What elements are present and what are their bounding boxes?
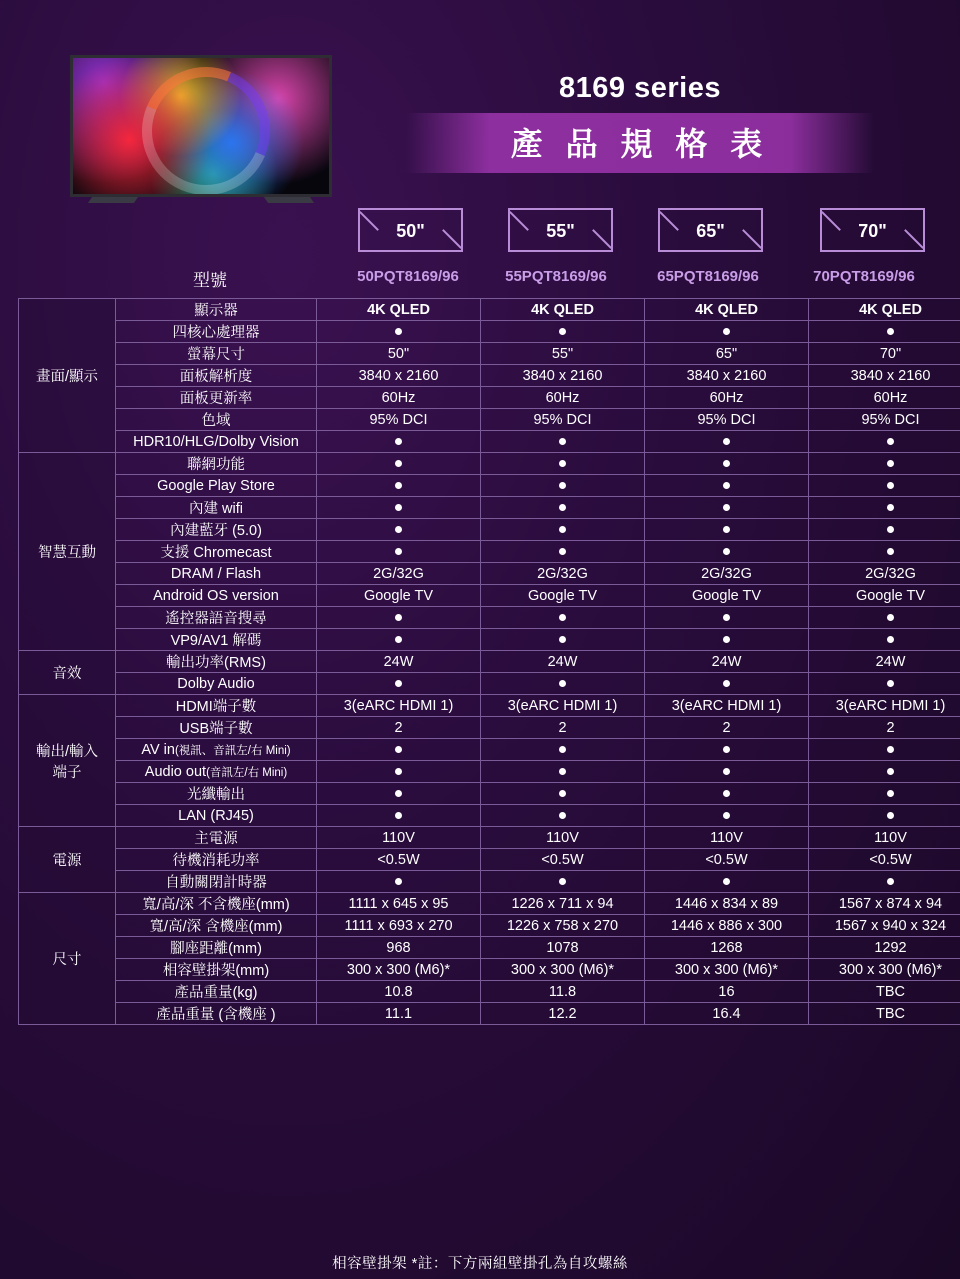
check-dot-icon (723, 680, 730, 687)
row-value-cell (809, 761, 960, 783)
table-row (19, 585, 960, 607)
row-value-cell (317, 519, 481, 541)
row-value-cell: 1078 (481, 937, 645, 959)
row-value-cell (481, 321, 645, 343)
check-dot-icon (887, 768, 894, 775)
group-label: 智慧互動 (19, 453, 116, 651)
row-item-label: Dolby Audio (116, 673, 317, 695)
table-row (19, 893, 960, 915)
row-value-cell (809, 519, 960, 541)
row-item-label: 腳座距離(mm) (116, 937, 317, 959)
row-value-cell (317, 453, 481, 475)
row-value-cell (809, 475, 960, 497)
model-row (0, 266, 960, 294)
table-row (19, 629, 960, 651)
check-dot-icon (395, 614, 402, 621)
row-value-cell: 4K QLED (645, 299, 809, 321)
row-value-cell: 110V (645, 827, 809, 849)
row-value-cell: 24W (645, 651, 809, 673)
check-dot-icon (887, 812, 894, 819)
row-item-label: 面板更新率 (116, 387, 317, 409)
row-value-cell (645, 629, 809, 651)
row-value-cell (317, 783, 481, 805)
check-dot-icon (559, 438, 566, 445)
table-row (19, 365, 960, 387)
row-value-cell (645, 761, 809, 783)
row-value-cell (317, 673, 481, 695)
row-value-cell: 11.8 (481, 981, 645, 1003)
check-dot-icon (887, 614, 894, 621)
row-item-label: 顯示器 (116, 299, 317, 321)
row-value-cell: 16.4 (645, 1003, 809, 1025)
row-item-label: 內建 wifi (116, 497, 317, 519)
check-dot-icon (395, 482, 402, 489)
row-item-label: Audio out(音訊左/右 Mini) (116, 761, 317, 783)
row-value-cell: 1111 x 693 x 270 (317, 915, 481, 937)
table-row (19, 299, 960, 321)
row-item-label: 待機消耗功率 (116, 849, 317, 871)
row-value-cell: TBC (809, 1003, 960, 1025)
row-value-cell: 1292 (809, 937, 960, 959)
row-value-cell: 3(eARC HDMI 1) (809, 695, 960, 717)
table-row (19, 1003, 960, 1025)
row-value-cell: 10.8 (317, 981, 481, 1003)
row-value-cell: 24W (809, 651, 960, 673)
check-dot-icon (559, 328, 566, 335)
row-item-label: 四核心處理器 (116, 321, 317, 343)
header (0, 0, 960, 205)
row-value-cell: 16 (645, 981, 809, 1003)
row-value-cell (645, 475, 809, 497)
row-value-cell: 3840 x 2160 (481, 365, 645, 387)
group-label: 畫面/顯示 (19, 299, 116, 453)
row-value-cell (809, 431, 960, 453)
row-item-label: 支援 Chromecast (116, 541, 317, 563)
row-value-cell: 3840 x 2160 (317, 365, 481, 387)
check-dot-icon (723, 614, 730, 621)
row-item-label: Google Play Store (116, 475, 317, 497)
check-dot-icon (559, 504, 566, 511)
check-dot-icon (559, 636, 566, 643)
row-value-cell: 3(eARC HDMI 1) (317, 695, 481, 717)
row-value-cell: 968 (317, 937, 481, 959)
row-item-label: 遙控器語音搜尋 (116, 607, 317, 629)
check-dot-icon (723, 746, 730, 753)
model-number-65: 65PQT8169/96 (657, 268, 759, 285)
footnote (0, 1252, 960, 1273)
row-value-cell (809, 607, 960, 629)
corner-line-icon (821, 211, 841, 231)
row-value-cell (809, 805, 960, 827)
size-box-50 (358, 208, 463, 252)
row-value-cell: 60Hz (809, 387, 960, 409)
row-value-cell (481, 805, 645, 827)
check-dot-icon (559, 768, 566, 775)
row-item-label: 產品重量(kg) (116, 981, 317, 1003)
row-value-cell: Google TV (809, 585, 960, 607)
check-dot-icon (723, 504, 730, 511)
table-row (19, 607, 960, 629)
row-value-cell: 300 x 300 (M6)* (809, 959, 960, 981)
table-row (19, 519, 960, 541)
check-dot-icon (723, 328, 730, 335)
row-value-cell: 70" (809, 343, 960, 365)
check-dot-icon (395, 548, 402, 555)
row-value-cell: 4K QLED (317, 299, 481, 321)
check-dot-icon (395, 636, 402, 643)
row-item-label: 寬/高/深 不含機座(mm) (116, 893, 317, 915)
row-value-cell: 50" (317, 343, 481, 365)
row-value-cell (809, 739, 960, 761)
row-value-cell: <0.5W (481, 849, 645, 871)
table-row (19, 651, 960, 673)
row-value-cell: 2 (645, 717, 809, 739)
check-dot-icon (395, 790, 402, 797)
size-box-label: 55" (546, 221, 575, 241)
row-value-cell: 1226 x 758 x 270 (481, 915, 645, 937)
model-row-label: 型號 (193, 271, 227, 290)
table-row (19, 497, 960, 519)
row-value-cell (317, 607, 481, 629)
table-row (19, 739, 960, 761)
check-dot-icon (723, 636, 730, 643)
check-dot-icon (723, 768, 730, 775)
row-value-cell: 95% DCI (645, 409, 809, 431)
corner-line-icon (442, 229, 462, 249)
row-value-cell: 95% DCI (809, 409, 960, 431)
table-row (19, 981, 960, 1003)
group-label: 電源 (19, 827, 116, 893)
row-value-cell (809, 497, 960, 519)
check-dot-icon (723, 548, 730, 555)
table-row (19, 937, 960, 959)
row-value-cell: 3840 x 2160 (809, 365, 960, 387)
group-label: 尺寸 (19, 893, 116, 1025)
check-dot-icon (887, 636, 894, 643)
row-value-cell: 3(eARC HDMI 1) (645, 695, 809, 717)
row-value-cell (645, 453, 809, 475)
row-value-cell (645, 519, 809, 541)
row-value-cell: 3840 x 2160 (645, 365, 809, 387)
row-item-label: 光纖輸出 (116, 783, 317, 805)
spec-table (18, 298, 960, 1025)
row-value-cell: 110V (317, 827, 481, 849)
row-item-label: LAN (RJ45) (116, 805, 317, 827)
row-value-cell: <0.5W (809, 849, 960, 871)
row-value-cell (317, 475, 481, 497)
check-dot-icon (395, 526, 402, 533)
check-dot-icon (887, 526, 894, 533)
size-box-70 (820, 208, 925, 252)
row-item-label: VP9/AV1 解碼 (116, 629, 317, 651)
check-dot-icon (887, 790, 894, 797)
size-box-label: 65" (696, 221, 725, 241)
row-value-cell (809, 321, 960, 343)
row-value-cell (645, 805, 809, 827)
check-dot-icon (887, 504, 894, 511)
check-dot-icon (395, 328, 402, 335)
check-dot-icon (887, 878, 894, 885)
row-value-cell: 1567 x 940 x 324 (809, 915, 960, 937)
check-dot-icon (723, 460, 730, 467)
row-value-cell: 2G/32G (481, 563, 645, 585)
table-row (19, 387, 960, 409)
row-value-cell (317, 541, 481, 563)
row-value-cell (809, 673, 960, 695)
row-value-cell (481, 739, 645, 761)
row-value-cell (645, 783, 809, 805)
check-dot-icon (395, 460, 402, 467)
row-value-cell (317, 497, 481, 519)
row-value-cell (645, 739, 809, 761)
row-value-cell: 60Hz (317, 387, 481, 409)
row-item-label: DRAM / Flash (116, 563, 317, 585)
tv-stand (70, 197, 332, 207)
row-value-cell: 300 x 300 (M6)* (481, 959, 645, 981)
row-value-cell (645, 607, 809, 629)
row-value-cell (317, 321, 481, 343)
row-value-cell: 110V (481, 827, 645, 849)
spec-banner-title: 產 品 規 格 表 (406, 113, 874, 173)
size-boxes-row (0, 208, 960, 256)
check-dot-icon (887, 328, 894, 335)
row-value-cell: <0.5W (317, 849, 481, 871)
row-item-label: 主電源 (116, 827, 317, 849)
row-value-cell: 2G/32G (317, 563, 481, 585)
size-box-55 (508, 208, 613, 252)
row-value-cell: 60Hz (645, 387, 809, 409)
row-value-cell (481, 629, 645, 651)
row-value-cell: 2G/32G (645, 563, 809, 585)
row-value-cell: 2 (317, 717, 481, 739)
row-item-label: 聯網功能 (116, 453, 317, 475)
check-dot-icon (395, 680, 402, 687)
row-item-label: HDR10/HLG/Dolby Vision (116, 431, 317, 453)
corner-line-icon (509, 211, 529, 231)
table-row (19, 563, 960, 585)
check-dot-icon (559, 878, 566, 885)
check-dot-icon (395, 746, 402, 753)
row-value-cell: <0.5W (645, 849, 809, 871)
row-value-cell (317, 805, 481, 827)
table-row (19, 761, 960, 783)
tv-screen-artwork (70, 55, 332, 197)
row-value-cell (481, 673, 645, 695)
row-value-cell: 2 (809, 717, 960, 739)
table-row (19, 959, 960, 981)
check-dot-icon (723, 482, 730, 489)
row-item-label: 寬/高/深 含機座(mm) (116, 915, 317, 937)
row-value-cell: 1446 x 886 x 300 (645, 915, 809, 937)
row-value-cell: 65" (645, 343, 809, 365)
table-row (19, 409, 960, 431)
row-value-cell (645, 871, 809, 893)
row-item-label: USB端子數 (116, 717, 317, 739)
row-value-cell (809, 783, 960, 805)
table-row (19, 805, 960, 827)
row-item-label: HDMI端子數 (116, 695, 317, 717)
row-value-cell (317, 629, 481, 651)
table-row (19, 849, 960, 871)
check-dot-icon (723, 878, 730, 885)
group-label: 音效 (19, 651, 116, 695)
check-dot-icon (723, 812, 730, 819)
table-row (19, 475, 960, 497)
row-value-cell (645, 431, 809, 453)
row-value-cell: 300 x 300 (M6)* (645, 959, 809, 981)
table-row (19, 431, 960, 453)
check-dot-icon (559, 482, 566, 489)
row-value-cell: 95% DCI (481, 409, 645, 431)
row-item-label: 產品重量 (含機座 ) (116, 1003, 317, 1025)
table-row (19, 871, 960, 893)
check-dot-icon (887, 460, 894, 467)
row-item-label: 面板解析度 (116, 365, 317, 387)
row-value-cell (809, 871, 960, 893)
row-value-cell (645, 497, 809, 519)
row-value-cell: 95% DCI (317, 409, 481, 431)
check-dot-icon (723, 790, 730, 797)
table-row (19, 343, 960, 365)
model-number-55: 55PQT8169/96 (505, 268, 607, 285)
row-value-cell: 11.1 (317, 1003, 481, 1025)
check-dot-icon (559, 614, 566, 621)
row-value-cell: Google TV (645, 585, 809, 607)
check-dot-icon (723, 526, 730, 533)
table-row (19, 453, 960, 475)
check-dot-icon (559, 812, 566, 819)
row-item-label: Android OS version (116, 585, 317, 607)
check-dot-icon (723, 438, 730, 445)
footnote-text: 相容壁掛架 *註：下方兩組壁掛孔為自攻螺絲 (332, 1256, 628, 1272)
row-value-cell: Google TV (481, 585, 645, 607)
row-value-cell (809, 541, 960, 563)
row-item-label: 內建藍牙 (5.0) (116, 519, 317, 541)
row-value-cell (645, 673, 809, 695)
check-dot-icon (395, 438, 402, 445)
row-value-cell (481, 541, 645, 563)
table-row (19, 827, 960, 849)
corner-line-icon (659, 211, 679, 231)
row-item-label: AV in(視訊、音訊左/右 Mini) (116, 739, 317, 761)
row-value-cell: 4K QLED (809, 299, 960, 321)
row-value-cell (481, 761, 645, 783)
row-value-cell (809, 629, 960, 651)
row-value-cell: 12.2 (481, 1003, 645, 1025)
check-dot-icon (559, 680, 566, 687)
row-value-cell: 1567 x 874 x 94 (809, 893, 960, 915)
spec-table-body (19, 299, 960, 1025)
size-box-label: 70" (858, 221, 887, 241)
row-value-cell: 2G/32G (809, 563, 960, 585)
check-dot-icon (887, 746, 894, 753)
check-dot-icon (887, 482, 894, 489)
tv-product-image (70, 55, 332, 205)
corner-line-icon (359, 211, 379, 231)
row-value-cell (317, 871, 481, 893)
check-dot-icon (395, 812, 402, 819)
row-value-cell (317, 761, 481, 783)
model-number-70: 70PQT8169/96 (813, 268, 915, 285)
row-value-cell (645, 321, 809, 343)
row-value-cell: 60Hz (481, 387, 645, 409)
row-value-cell (481, 519, 645, 541)
table-row (19, 717, 960, 739)
abstract-swirl-graphic (123, 55, 290, 197)
check-dot-icon (395, 878, 402, 885)
row-value-cell: 4K QLED (481, 299, 645, 321)
check-dot-icon (559, 526, 566, 533)
row-value-cell: 300 x 300 (M6)* (317, 959, 481, 981)
row-item-label: 相容壁掛架(mm) (116, 959, 317, 981)
row-value-cell: 55" (481, 343, 645, 365)
check-dot-icon (559, 790, 566, 797)
check-dot-icon (395, 768, 402, 775)
size-box-65 (658, 208, 763, 252)
row-value-cell (809, 453, 960, 475)
table-row (19, 321, 960, 343)
row-value-cell (481, 453, 645, 475)
row-value-cell (481, 475, 645, 497)
title-block (340, 72, 940, 173)
row-value-cell (481, 497, 645, 519)
corner-line-icon (592, 229, 612, 249)
row-value-cell (481, 871, 645, 893)
row-value-cell (481, 783, 645, 805)
row-item-label: 色域 (116, 409, 317, 431)
check-dot-icon (559, 746, 566, 753)
row-value-cell: 24W (481, 651, 645, 673)
row-value-cell: 24W (317, 651, 481, 673)
corner-line-icon (742, 229, 762, 249)
row-value-cell: 1268 (645, 937, 809, 959)
model-number-50: 50PQT8169/96 (357, 268, 459, 285)
table-row (19, 783, 960, 805)
table-row (19, 541, 960, 563)
row-value-cell: TBC (809, 981, 960, 1003)
size-box-label: 50" (396, 221, 425, 241)
row-value-cell: 1446 x 834 x 89 (645, 893, 809, 915)
table-row (19, 673, 960, 695)
row-item-label: 自動關閉計時器 (116, 871, 317, 893)
check-dot-icon (887, 438, 894, 445)
table-row (19, 695, 960, 717)
row-value-cell (481, 607, 645, 629)
row-value-cell: 2 (481, 717, 645, 739)
row-value-cell: 110V (809, 827, 960, 849)
row-value-cell: 1226 x 711 x 94 (481, 893, 645, 915)
row-item-label: 螢幕尺寸 (116, 343, 317, 365)
check-dot-icon (559, 460, 566, 467)
check-dot-icon (395, 504, 402, 511)
row-item-label: 輸出功率(RMS) (116, 651, 317, 673)
corner-line-icon (904, 229, 924, 249)
check-dot-icon (887, 548, 894, 555)
table-row (19, 915, 960, 937)
row-value-cell: Google TV (317, 585, 481, 607)
row-value-cell: 3(eARC HDMI 1) (481, 695, 645, 717)
check-dot-icon (559, 548, 566, 555)
row-value-cell (481, 431, 645, 453)
check-dot-icon (887, 680, 894, 687)
series-title: 8169 series (559, 72, 721, 104)
row-value-cell (317, 739, 481, 761)
row-value-cell: 1111 x 645 x 95 (317, 893, 481, 915)
row-value-cell (317, 431, 481, 453)
group-label: 輸出/輸入 端子 (19, 695, 116, 827)
row-value-cell (645, 541, 809, 563)
